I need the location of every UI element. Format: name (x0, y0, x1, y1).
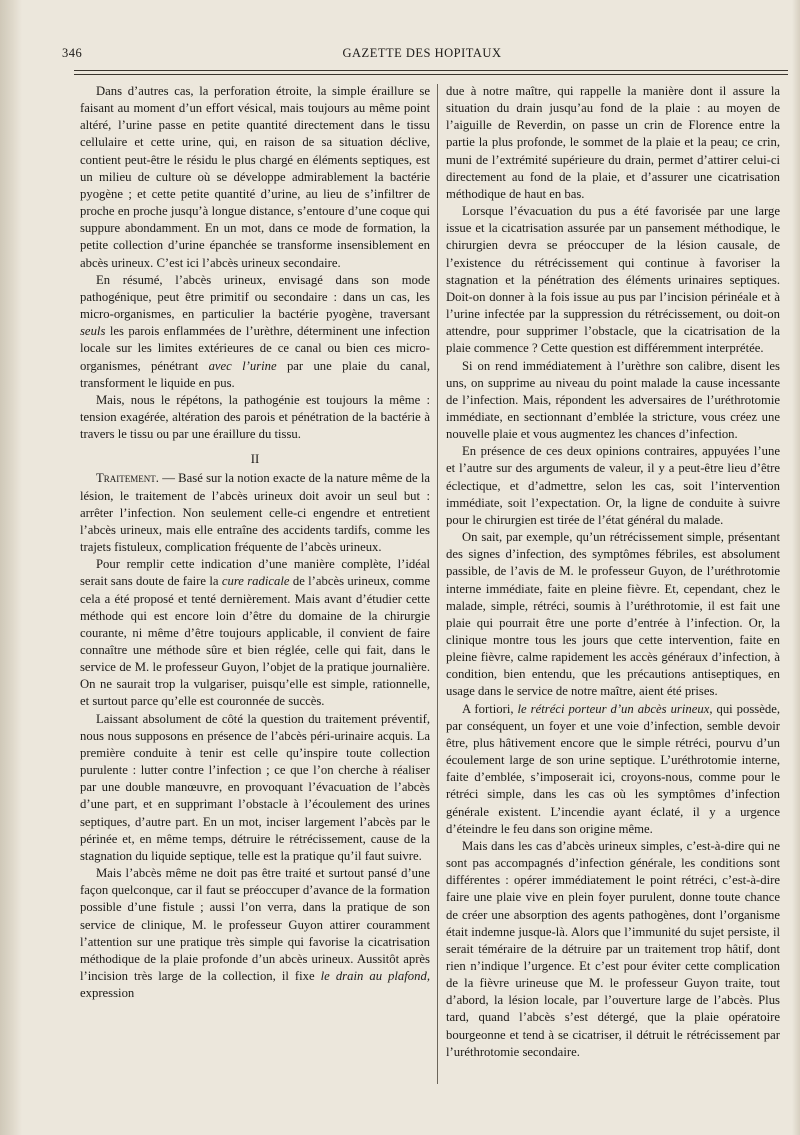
paragraph: On sait, par exemple, qu’un rétrécissement simple, présentant des signes d’infection, des symptômes fébriles, est absolument passible, de l’avis de M. le professeur Guyon, de l’uréthrotomie interne immédiate, faite en pleine fièvre. Et, cependant, chez le malade, simple, rétréci, soumis à l’uréthrotomie, il est fait une plaie qui pourrait être une porte d’entrée à l’infection. Or, la clinique montre tous les jours que cette intervention, faite en pleine fièvre, calme rapidement les accès généraux d’infection, à condition, bien entendu, que les précautions antiseptiques, en usage dans le service de notre maître, aient été prises. (446, 530, 780, 699)
paragraph (80, 272, 430, 392)
run-in-heading: Traitement. (96, 471, 159, 486)
page-edge (792, 0, 800, 1135)
paragraph (80, 470, 430, 556)
text-run: de l’abcès urineux, comme cela a été proposé et tenté dernièrement. Mais avant d’étudier cette méthode qui est encore loin d’être du domaine de la chirurgie courante, ni même d’être toujours applicable, il convient de faire connaître une méthode sûre et bien réglée, celle qui fait, dans le service de M. le professeur Guyon, l’objet de la pratique journalière. On ne saurait trop la vulgariser, puisqu’elle est simple, rationnelle, et surtout parce qu’elle est couronnée de succès. (80, 574, 431, 709)
paragraph (446, 701, 780, 838)
text-run: Mais l’abcès même ne doit pas être traité et surtout pansé d’une façon quelconque, car il faut se préoccuper d’avance de la formation possible d’une fistule ; aussi l’on verra, dans la pratique de son service de clinique, M. le professeur Guyon attirer couramment l’attention sur une pratique très simple qui favorise la cicatrisation méthodique de la plaie profonde d’un abcès urineux. Aussitôt après l’incision très large de la collection, il fixe (80, 866, 430, 983)
text-run: qui possède, par conséquent, un foyer et une voie d’infection, semble devoir être, plus hâtivement encore que le simple rétréci, pourvu d’un écoulement large de son urine septique. L’uréthrotomie interne, faite d’emblée, s’imposerait ici, croyons-nous, comme pour le rétréci simple, dans les cas où les symptômes d’infection générale existent. L’incendie ayant éclaté, il y a urgence d’éteindre le feu dans son origine même. (446, 701, 781, 836)
text-run: — Basé sur la notion exacte de la nature même de la lésion, le traitement de l’abcès urineux doit avoir un seul but : arrêter l’infection. Non seulement celle-ci engendre et entretient l’abcès urineux, mais elle entraîne des accidents tardifs, comme les trajets fistuleux, complication fréquente de l’abcès urineux. (80, 471, 431, 555)
right-column (446, 83, 780, 1061)
left-column (80, 83, 430, 1002)
paragraph (80, 865, 430, 1002)
paragraph: Mais dans les cas d’abcès urineux simples, c’est-à-dire qui ne sont pas accompagnés d’infection générale, les conditions sont différentes : opérer immédiatement le point rétréci, c’est-à-dire faire une plaie vive en plein foyer purulent, donne toute chance de créer une absorption des agents pathogènes, dont l’organisme était indemne jusque-là. Alors que l’immunité du sujet persiste, il serait téméraire de la détruire par un traitement trop hâtif, dont rien n’indique l’urgence. Et c’est pour éviter cette complication de la fièvre urineuse que M. le professeur Guyon traite, tout d’abord, la lésion locale, par l’ouverture large de l’abcès. Plus tard, quand l’abcès s’est détergé, que la plaie opératoire bourgeonne et tend à se cicatriser, il détruit le rétrécissement par l’uréthrotomie secondaire. (446, 838, 780, 1059)
text-run: Pour remplir cette indication d’une manière complète, l’idéal serait sans doute de faire la (80, 557, 430, 589)
section-heading: II (250, 452, 260, 467)
paragraph: En présence de ces deux opinions contraires, appuyées l’une et l’autre sur des arguments de valeur, il y a peut-être lieu d’être éclectique, et d’admettre, selon les cas, soit l’intervention immédiate, soit l’expectation. Or, la ligne de conduite à suivre pour le chirurgien est tirée de l’état général du malade. (446, 444, 780, 527)
page-number: 346 (62, 46, 83, 60)
running-header (62, 46, 782, 64)
text-run: En résumé, l’abcès urineux, envisagé dans son mode pathogénique, peut être primitif ou secondaire : dans un cas, les micro-organismes, en particulier la bactérie pyogène, traversant (80, 272, 430, 322)
header-rule-thin (74, 74, 788, 75)
text-run: par une plaie du canal, transforment le liquide en pus. (80, 358, 430, 390)
text-run: A fortiori, (462, 701, 514, 716)
header-rule-thick (74, 70, 788, 71)
paragraph: Lorsque l’évacuation du pus a été favorisée par une large issue et la cicatrisation assurée par un pansement méthodique, le chirurgien devra se préoccuper de la lésion causale, de l’existence du rétrécissement qui continue à favoriser la stagnation et la pénétration des éléments urinaires septiques. Doit-on donner à la fois issue au pus par l’incision périnéale et à l’urine infectée par la suppression du rétrécissement, ou doit-on attendre, pour supprimer l’obstacle, que la cicatrisation de la plaie commence ? Cette question est différemment interprétée. (446, 204, 780, 356)
paragraph: Laissant absolument de côté la question du traitement préventif, nous nous supposons en présence de l’abcès péri-urinaire acquis. La première conduite à tenir est celle qu’inspire toute collection purulente : lutter contre l’infection ; ce que l’on cherche à réaliser par une double manœuvre, en provoquant l’évacuation de l’abcès d’une part, et en supprimant l’obstacle à l’écoulement des urines septiques, d’autre part. En un mot, inciser largement l’abcès par le périnée et, en même temps, détruire le rétrécissement, cause de la stagnation du liquide septique, telle est la pratique qu’il faut suivre. (80, 711, 430, 863)
paragraph (80, 556, 430, 710)
emphasis: cure radicale (221, 574, 290, 589)
emphasis: le rétréci porteur d’un abcès urineux, (517, 701, 713, 716)
emphasis: seuls (80, 324, 106, 339)
emphasis: le drain au plafond, (320, 968, 430, 983)
running-title: GAZETTE DES HOPITAUX (342, 46, 502, 60)
paragraph: due à notre maître, qui rappelle la manière dont il assure la situation du drain jusqu’au fond de la plaie : au moyen de l’aiguille de Reverdin, on passe un crin de Florence entre la partie la plus profonde, le sommet de la plaie et la peau; ce crin, muni de l’extrémité supérieure du drain, permet d’attirer celui-ci directement au fond de la plaie, et d’assurer une cicatrisation méthodique de haut en bas. (446, 84, 780, 201)
column-divider (437, 84, 438, 1084)
text-run: les parois enflammées de l’urèthre, déterminent une infection locale sur les limites extérieures de ce canal ou bien ces micro-organismes, pénétrant (80, 324, 431, 373)
paragraph: Dans d’autres cas, la perforation étroite, la simple éraillure se faisant au moment d’un effort vésical, mais toujours au même point altéré, l’urine passe en petite quantité directement dans le tissu cellulaire et cette urine, qui, en raison de sa situation déclive, contient peut-être le résidu le plus chargé en éléments septiques, est un milieu de culture où se développe admirablement la bactérie pyogène ; et cette petite quantité d’urine, au lieu de s’infiltrer de proche en proche jusqu’à longue distance, s’entoure d’une coque qui suppure abondamment. En un mot, dans ce mode de formation, la petite collection d’urine épanchée se transforme insensiblement en abcès urineux. C’est ici l’abcès urineux secondaire. (80, 84, 430, 270)
paragraph: Si on rend immédiatement à l’urèthre son calibre, disent les uns, on supprime au niveau du point malade la cause incessante de l’infection. Mais, répondent les adversaires de l’uréthrotomie immédiate, en sectionnant d’emblée la stricture, vous créez une nouvelle plaie et vous augmentez les chances d’infection. (446, 358, 780, 442)
binding-shadow (0, 0, 22, 1135)
emphasis: avec l’urine (208, 358, 277, 373)
text-run: expression (80, 986, 135, 1001)
paragraph: Mais, nous le répétons, la pathogénie est toujours la même : tension exagérée, altération des parois et pénétration de la bactérie à travers le tissu ou par une éraillure du tissu. (80, 392, 430, 442)
